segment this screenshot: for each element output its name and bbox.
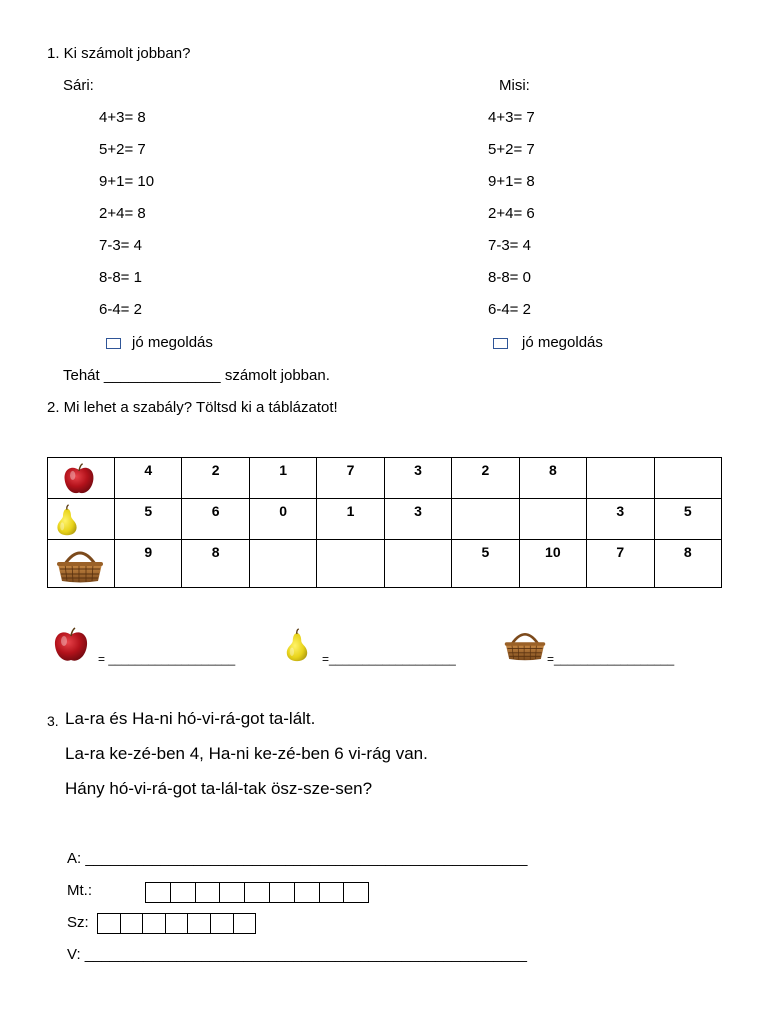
table-cell[interactable]: 1 [317, 499, 384, 540]
mt-label: Mt.: [67, 882, 92, 899]
misi-name: Misi: [499, 77, 530, 94]
table-cell[interactable]: 0 [249, 499, 316, 540]
sari-equation: 7-3= 4 [99, 237, 142, 254]
table-cell[interactable]: 4 [115, 458, 182, 499]
mt-box[interactable] [319, 882, 345, 903]
answer-line-a[interactable]: A: _____________________________________________________ [67, 850, 528, 867]
conclusion-line[interactable]: Tehát ______________ számolt jobban. [63, 367, 330, 384]
sari-equation: 2+4= 8 [99, 205, 146, 222]
apple-cell [48, 458, 115, 499]
mt-box[interactable] [195, 882, 221, 903]
section3-number: 3. [47, 713, 59, 729]
table-cell[interactable]: 2 [182, 458, 249, 499]
word-problem-line: La-ra ke-zé-ben 4, Ha-ni ke-zé-ben 6 vi-rág van. [65, 744, 428, 763]
table-cell[interactable]: 6 [182, 499, 249, 540]
table-row [48, 458, 722, 499]
table-cell[interactable]: 5 [654, 499, 722, 540]
sari-equation: 6-4= 2 [99, 301, 142, 318]
misi-equation: 4+3= 7 [488, 109, 535, 126]
sari-name: Sári: [63, 77, 94, 94]
mt-box[interactable] [244, 882, 270, 903]
table-cell[interactable]: 9 [115, 540, 182, 588]
pear-rule-line[interactable]: =___________________ [322, 652, 456, 666]
table-cell[interactable]: 10 [519, 540, 586, 588]
table-cell[interactable]: 1 [249, 458, 316, 499]
sz-box[interactable] [165, 913, 189, 934]
misi-equation: 5+2= 7 [488, 141, 535, 158]
basket-rule-line[interactable]: =__________________ [547, 652, 675, 666]
table-cell[interactable] [384, 540, 451, 588]
sari-equation: 9+1= 10 [99, 173, 155, 190]
table-cell[interactable] [654, 458, 722, 499]
table-cell[interactable]: 7 [317, 458, 384, 499]
sz-label: Sz: [67, 914, 89, 931]
basket-icon [503, 625, 547, 663]
table-cell[interactable]: 2 [452, 458, 519, 499]
table-cell[interactable] [249, 540, 316, 588]
table-cell[interactable]: 5 [115, 499, 182, 540]
table-cell[interactable] [519, 499, 586, 540]
apple-rule-line[interactable]: = ___________________ [98, 652, 236, 666]
mt-box[interactable] [170, 882, 196, 903]
mt-boxes[interactable] [145, 882, 368, 903]
rule-table [47, 457, 722, 588]
misi-checkbox[interactable] [493, 338, 508, 349]
table-cell[interactable]: 5 [452, 540, 519, 588]
basket-cell [48, 540, 115, 588]
mt-box[interactable] [219, 882, 245, 903]
mt-box[interactable] [145, 882, 171, 903]
table-row [48, 540, 722, 588]
sz-box[interactable] [187, 913, 211, 934]
pear-icon [280, 622, 314, 668]
basket-icon [54, 544, 106, 584]
pear-cell [48, 499, 115, 540]
table-cell[interactable]: 3 [587, 499, 654, 540]
misi-equation: 6-4= 2 [488, 301, 531, 318]
sz-box[interactable] [120, 913, 144, 934]
sari-equation: 5+2= 7 [99, 141, 146, 158]
table-cell[interactable] [587, 458, 654, 499]
table-row [48, 499, 722, 540]
sari-equation: 4+3= 8 [99, 109, 146, 126]
misi-equation: 7-3= 4 [488, 237, 531, 254]
pear-icon [51, 500, 83, 540]
table-cell[interactable]: 8 [182, 540, 249, 588]
mt-box[interactable] [269, 882, 295, 903]
mt-box[interactable] [294, 882, 320, 903]
section1-title: 1. Ki számolt jobban? [47, 45, 191, 62]
word-problem-line: Hány hó-vi-rá-got ta-lál-tak ösz-sze-sen? [65, 779, 373, 798]
sz-box[interactable] [233, 913, 257, 934]
word-problem-line: La-ra és Ha-ni hó-vi-rá-got ta-lált. [65, 709, 316, 728]
table-cell[interactable]: 8 [654, 540, 722, 588]
misi-equation: 2+4= 6 [488, 205, 535, 222]
table-cell[interactable] [452, 499, 519, 540]
misi-equation: 8-8= 0 [488, 269, 531, 286]
table-cell[interactable]: 3 [384, 458, 451, 499]
apple-icon [61, 460, 97, 498]
misi-checkbox-label: jó megoldás [522, 334, 603, 351]
table-cell[interactable]: 7 [587, 540, 654, 588]
apple-icon [51, 623, 91, 667]
mt-box[interactable] [343, 882, 369, 903]
section2-title: 2. Mi lehet a szabály? Töltsd ki a táblázatot! [47, 399, 338, 416]
misi-equation: 9+1= 8 [488, 173, 535, 190]
sz-boxes[interactable] [97, 913, 255, 934]
table-cell[interactable]: 8 [519, 458, 586, 499]
sari-checkbox-label: jó megoldás [132, 334, 213, 351]
table-cell[interactable]: 3 [384, 499, 451, 540]
sz-box[interactable] [210, 913, 234, 934]
table-cell[interactable] [317, 540, 384, 588]
sari-checkbox[interactable] [106, 338, 121, 349]
sari-equation: 8-8= 1 [99, 269, 142, 286]
sz-box[interactable] [97, 913, 121, 934]
answer-line-v[interactable]: V: _____________________________________________________ [67, 946, 527, 963]
sz-box[interactable] [142, 913, 166, 934]
